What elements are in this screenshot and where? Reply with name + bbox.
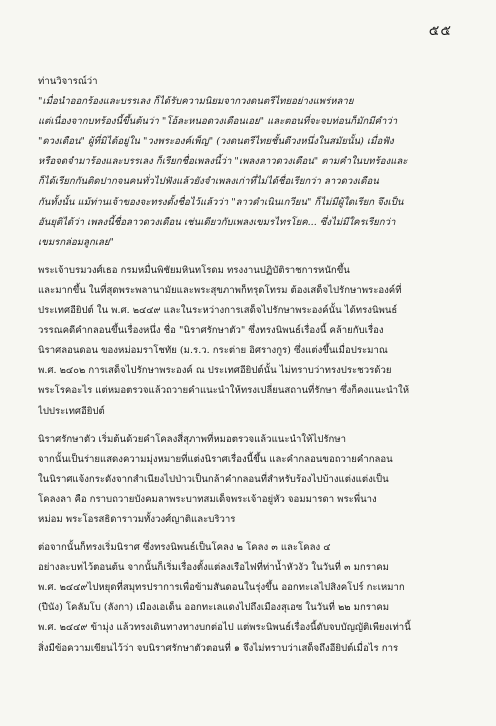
paragraph-line: ไปประเทศอียิปต์ [38,405,105,417]
paragraph-line: พระเจ้าบรมวงศ์เธอ กรมหมื่นพิชัยมหินทโรดม ทรงงานปฏิบัติราชการหนักขึ้น [38,264,350,276]
paragraph-line: พ.ศ. ๒๔๐๒ การเสด็จไปรักษาพระองค์ ณ ประเทศอียิปต์นั้น ไม่ทราบว่าทรงประชวรด้วย [38,365,392,377]
paragraph-line: นิราศรักษาตัว เริ่มต้นด้วยคำโคลงสี่สุภาพที่หมอตรวจแล้วแนะนำให้ไปรักษา [38,433,347,445]
paragraph-line: พ.ศ. ๒๔๔๙ไปหยุดที่สมุทรปราการเพื่อข้ามสันดอนในรุ่งขึ้น ออกทะเลไปสิงคโปร์ กะเหมาก [38,582,405,594]
paragraph-line: (ปีนัง) โคลัมโบ (ลังกา) เมืองเอเด็น ออกทะเลแดงไปถึงเมืองสุเอซ ในวันที่ ๒๒ มกราคม [38,602,390,614]
paragraph-line: หม่อม พระโอรสธิดาราวมทั้งวงศ์ญาติและบริวาร [38,513,236,525]
paragraph-3 [38,430,474,530]
paragraph-spacer [38,253,474,261]
paragraph-line: ต่อจากนั้นก็ทรงเริ่มนิราศ ซึ่งทรงนิพนธ์เป็นโคลง ๒ โคลง ๓ และโคลง ๔ [38,542,331,554]
paragraph-spacer [38,422,474,430]
quote-line: ก็ได้เรียกกันติดปากจนคนทั่วไปฟังแล้วยังจำเพลงเก่าที่ไม่ได้ชื่อเรียกว่า ลาวดวงเดือน [38,176,379,188]
page-number: ๕๕ [428,23,452,39]
paragraph-2 [38,261,474,422]
paragraph-line: โคลงลา คือ กราบถวายบังคมลาพระบาทสมเด็จพระเจ้าอยู่หัว จอมมารดา พระพี่นาง [38,493,377,505]
paragraph-line: นิราศลอนดอน ของหม่อมราโชทัย (ม.ร.ว. กระต่าย อิศรางกูร) ซึ่งแต่งขึ้นเมื่อประมาณ [38,345,388,357]
quote-line: กันทั้งนั้น แม้ท่านเจ้าของจะทรงตั้งชื่อไว้แล้วว่า "ลาวดำเนินเกวียน" ก็ไม่มีผู้ใดเรียก จึงเป็น [38,196,404,208]
paragraph-line: พระโรคอะไร แต่หมอตรวจแล้วถวายคำแนะนำให้ทรงเปลี่ยนสถานที่รักษา ซึ่งก็คงแนะนำให้ [38,385,410,397]
paragraph-4 [38,538,474,659]
quote-line: เขมรกล่อมลูกเลย" [38,236,114,248]
intro-line: ท่านวิจารณ์ว่า [38,76,98,87]
paragraph-line: สิ่งมีข้อความเขียนไว้ว่า จบนิราศรักษาตัวตอนที่ ๑ จึงไม่ทราบว่าเสด็จถึงอียิปต์เมื่อไร การ [38,642,399,654]
paragraph-line: และมากขึ้น ในที่สุดพระพลานามัยและพระสุขภาพก็ทรุดโทรม ต้องเสด็จไปรักษาพระองค์ที่ [38,284,402,296]
paragraph-line: ในนิราศแจ้งกระดังจากสำเนียงไปป่าวเป็นกล้าคำกลอนที่สำหรับร้องไปบ้างแต่งแต่งเป็น [38,473,389,485]
paragraph-line: พ.ศ. ๒๔๔๙ ข้ามุ่ง แล้วทรงเดินทางทางบกต่อไป แต่พระนิพนธ์เรื่องนี้ดับจบบัญญัติเพียงเท่านี้ [38,622,411,634]
quote-line: หรือจดจำมาร้องและบรรเลง ก็เรียกชื่อเพลงนี้ว่า "เพลงลาวดวงเดือน" ตามคำในบทร้องและ [38,156,408,168]
paragraph-line: จากนั้นเป็นร่ายแสดงความมุ่งหมายที่แต่งนิราศเรื่องนี้ขึ้น และคำกลอนขอถวายคำกลอน [38,453,393,465]
paragraph-line: ประเทศอียิปต์ ใน พ.ศ. ๒๔๔๙ และในระหว่างการเสด็จไปรักษาพระองค์นั้น ได้ทรงนิพนธ์ [38,305,398,317]
quote-line: "ดวงเดือน" ผู้ที่มิได้อยู่ใน "วงพระองค์เพ็ญ" (วงดนตรีไทยชั้นดีวงหนึ่งในสมัยนั้น) เมื่อฟัง [38,136,394,148]
paragraph-spacer [38,530,474,538]
quote-block [38,92,474,253]
document-body [38,72,474,659]
quote-line: แต่เนื่องจากบทร้องนี้ขึ้นต้นว่า "โอ้ละหนอดวงเดือนเอย" และตอนที่จะจบท่อนก็มักมีคำว่า [38,116,398,128]
paragraph-line: อย่างละบทไว้ตอนต้น จากนั้นก็เริ่มเรื่องตั้งแต่ลงเรือไฟที่ท่าน้ำหัวงัว ในวันที่ ๓ มกราคม [38,562,389,574]
paragraph-line: วรรณคดีคำกลอนขึ้นเรื่องหนึ่ง ชื่อ "นิราศรักษาตัว" ซึ่งทรงนิพนธ์เรื่องนี้ คล้ายกับเรื่อง [38,325,384,337]
quote-line: "เมื่อนำออกร้องและบรรเลง ก็ได้รับความนิยมจากวงดนตรีไทยอย่างแพร่หลาย [38,96,354,108]
quote-line: อันยุติได้ว่า เพลงนี้ชื่อลาวดวงเดือน เช่นเดียวกับเพลงเขมรไทรโยค... ซึ่งไม่มีใครเรียกว่า [38,216,396,228]
